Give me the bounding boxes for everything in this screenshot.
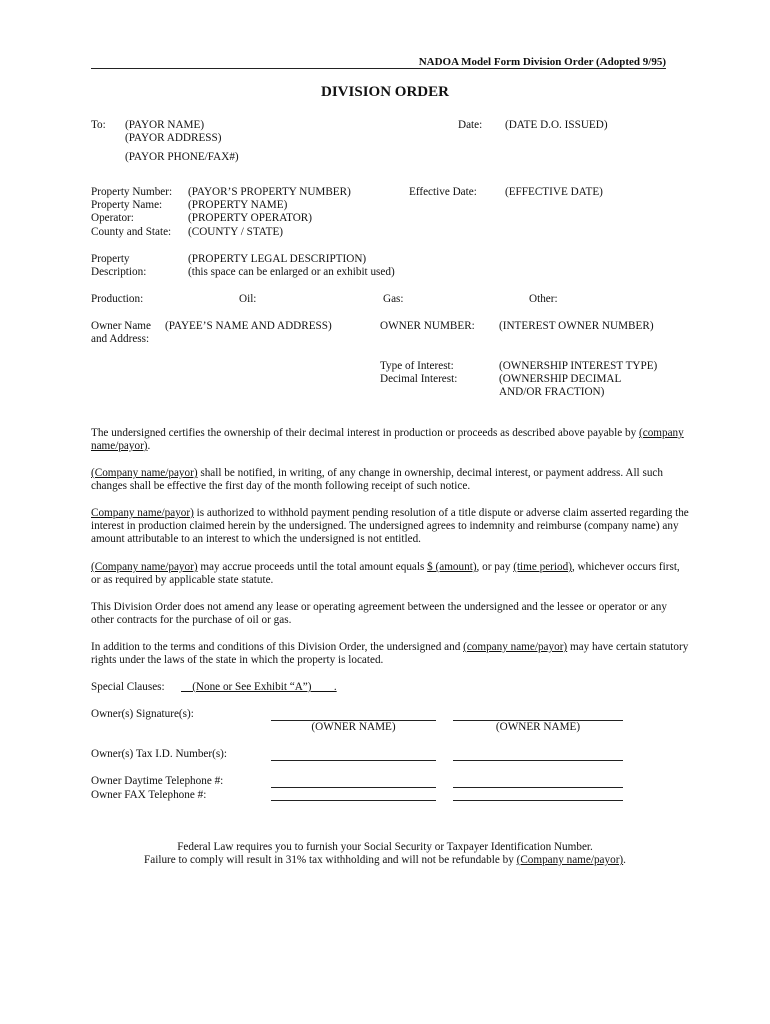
signature-label: Owner(s) Signature(s): (91, 708, 194, 720)
property-desc-value-2: (this space can be enlarged or an exhibit used) (188, 266, 395, 278)
tax-id-line-2[interactable] (453, 760, 623, 761)
p1-text: The undersigned certifies the ownership of their decimal interest in production or proceeds as described above payable by (91, 427, 637, 439)
paragraph-no-amend (91, 601, 691, 627)
property-name-value: (PROPERTY NAME) (188, 199, 288, 211)
operator-value: (PROPERTY OPERATOR) (188, 212, 312, 224)
footer-line-2 (0, 854, 770, 867)
owner-number-value: (INTEREST OWNER NUMBER) (499, 320, 654, 332)
fax-phone-label: Owner FAX Telephone #: (91, 789, 207, 801)
owner-name-2: (OWNER NAME) (495, 721, 581, 733)
county-value: (COUNTY / STATE) (188, 226, 284, 238)
p4-amount: $ (amount) (427, 561, 477, 573)
tax-id-label: Owner(s) Tax I.D. Number(s): (91, 748, 228, 760)
property-desc-label-1: Property (91, 253, 130, 265)
paragraph-withhold (91, 507, 691, 546)
page-title: DIVISION ORDER (321, 84, 449, 100)
owner-number-label: OWNER NUMBER: (380, 320, 475, 332)
owner-label-2: and Address: (91, 333, 150, 345)
p4-text-a: may accrue proceeds until the total amount equals (197, 561, 428, 573)
property-number-label: Property Number: (91, 186, 173, 198)
to-label: To: (91, 119, 106, 131)
p6-text-a: In addition to the terms and conditions of this Division Order, the undersigned and (91, 641, 464, 653)
p1-company-link: (company name/payor) (91, 427, 684, 452)
p6-text-b: may have certain statutory rights under the laws of the state in which the property is located. (91, 641, 689, 666)
p4-text-b: , or pay (476, 561, 514, 573)
p2-company-link: (Company name/payor) (91, 467, 198, 479)
fax-phone-line-1[interactable] (271, 800, 436, 801)
property-desc-label-2: Description: (91, 266, 147, 278)
footer-company-link: (Company name/payor) (516, 854, 624, 866)
daytime-phone-line-1[interactable] (271, 787, 436, 788)
p6-company-link: (company name/payor) (463, 641, 568, 653)
interest-type-label: Type of Interest: (380, 360, 454, 372)
property-desc-value-1: (PROPERTY LEGAL DESCRIPTION) (188, 253, 367, 265)
p3-text: is authorized to withhold payment pending resolution of a title dispute or adverse claim asserted regarding the interest in production claimed herein by the undersigned. The undersigned agrees to indemnity and reimburse (company name) any amount attributable to an interest to which the undersigned is not entitled. (91, 507, 689, 545)
tax-id-line-1[interactable] (271, 760, 436, 761)
p4-company-link: (Company name/payor) (91, 561, 198, 573)
paragraph-certification (91, 427, 691, 453)
footer-line-2-end: . (623, 854, 626, 866)
daytime-phone-line-2[interactable] (453, 787, 623, 788)
p5-text: This Division Order does not amend any lease or operating agreement between the undersigned and the lessee or operator or any other contracts for the purchase of oil or gas. (91, 601, 667, 626)
p2-text: shall be notified, in writing, of any change in ownership, decimal interest, or payment address. All such changes shall be effective the first day of the month following receipt of such notice. (91, 467, 663, 492)
decimal-value-2: AND/OR FRACTION) (499, 386, 605, 398)
paragraph-statutory (91, 641, 691, 667)
date-label: Date: (458, 119, 483, 131)
property-number-value: (PAYOR’S PROPERTY NUMBER) (188, 186, 351, 198)
effective-date-value: (EFFECTIVE DATE) (505, 186, 603, 198)
owner-name-1: (OWNER NAME) (311, 721, 396, 733)
production-label: Production: (91, 293, 144, 305)
county-label: County and State: (91, 226, 172, 238)
paragraph-accrue (91, 561, 691, 587)
effective-date-label: Effective Date: (409, 186, 477, 198)
p1-end: . (147, 440, 151, 452)
p4-text-c: , whichever occurs first, or as required by applicable state statute. (91, 561, 680, 586)
footer-line-1: Federal Law requires you to furnish your Social Security or Taxpayer Identification Number. (177, 841, 593, 853)
p3-company-link: Company name/payor) (91, 507, 194, 519)
form-title: NADOA Model Form Division Order (Adopted 9/95) (418, 56, 666, 68)
property-name-label: Property Name: (91, 199, 163, 211)
p4-period: (time period) (513, 561, 572, 573)
paragraph-notification (91, 467, 691, 493)
footer-line-2-text: Failure to comply will result in 31% tax withholding and will not be refundable by (144, 854, 517, 866)
fax-phone-line-2[interactable] (453, 800, 623, 801)
operator-label: Operator: (91, 212, 134, 224)
interest-type-value: (OWNERSHIP INTEREST TYPE) (499, 360, 658, 372)
date-value: (DATE D.O. ISSUED) (505, 119, 608, 131)
production-gas: Gas: (383, 293, 404, 305)
daytime-phone-label: Owner Daytime Telephone #: (91, 775, 224, 787)
owner-value: (PAYEE’S NAME AND ADDRESS) (165, 320, 332, 332)
owner-label-1: Owner Name (91, 320, 151, 332)
decimal-value-1: (OWNERSHIP DECIMAL (499, 373, 622, 385)
payor-name: (PAYOR NAME) (125, 119, 205, 131)
production-other: Other: (529, 293, 558, 305)
decimal-interest-label: Decimal Interest: (380, 373, 458, 385)
special-clauses-value: (None or See Exhibit “A”) . (181, 681, 337, 693)
payor-address: (PAYOR ADDRESS) (125, 132, 222, 144)
payor-phone: (PAYOR PHONE/FAX#) (125, 151, 239, 163)
production-oil: Oil: (239, 293, 257, 305)
special-clauses-label: Special Clauses: (91, 681, 165, 693)
